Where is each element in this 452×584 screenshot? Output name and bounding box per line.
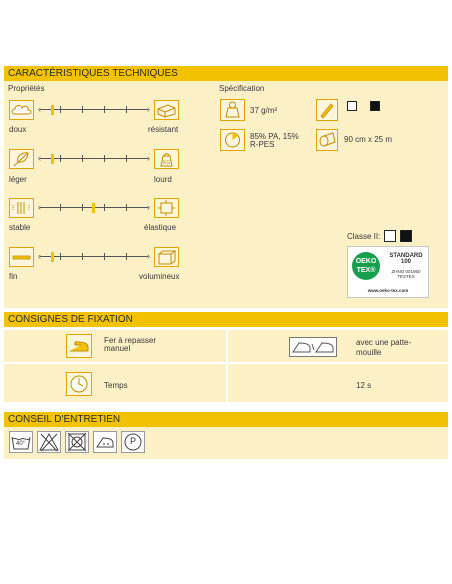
class-black-swatch [400, 230, 412, 242]
scale-weight-icon [220, 99, 245, 121]
stable-fabric-icon [9, 198, 34, 218]
wash-temp: 40° [16, 441, 26, 447]
fixation-section-title: CONSIGNES DE FIXATION [4, 312, 448, 327]
scale-stable-elastic: ‹ › [38, 202, 150, 212]
scale-4-right-label: volumineux [139, 272, 180, 281]
scale-1-left-label: doux [9, 125, 27, 134]
weight-icon [154, 149, 179, 169]
scale-2-right-label: lourd [154, 175, 172, 184]
class-label: Classe II: [347, 232, 381, 241]
svg-text:KG: KG [163, 160, 171, 166]
iron-label-1: Fer à repasser [104, 336, 157, 345]
row-separator [226, 364, 228, 402]
wash-40-icon [9, 431, 33, 453]
no-tumble-dry-icon [65, 431, 89, 453]
care-section-title: CONSEIL D'ENTRETIEN [4, 412, 448, 427]
dry-clean-letter: P [130, 436, 137, 446]
no-bleach-icon [37, 431, 61, 453]
composition-pie-icon [220, 129, 245, 151]
scale-3-right-label: élastique [144, 223, 177, 232]
roll-icon [316, 129, 338, 151]
iron-two-dots-icon [93, 431, 117, 453]
press-cloth-icon [289, 337, 337, 357]
oeko-standard: STANDARD [389, 253, 423, 259]
row-separator [226, 330, 228, 362]
feather-icon [9, 149, 34, 169]
scale-light-heavy: ‹ › [38, 153, 150, 163]
thin-layer-icon [9, 247, 34, 267]
iron-label-2: manuel [104, 344, 131, 353]
press-cloth-label-1: avec une patte- [356, 338, 412, 347]
color-black-swatch [370, 101, 380, 111]
oeko-url: www.oeko-tex.com [367, 288, 409, 293]
scale-4-left-label: fin [9, 272, 18, 281]
oeko-standard-num: 100 [400, 259, 411, 265]
scale-thin-voluminous: ‹ › [38, 251, 150, 261]
dry-clean-p-icon [121, 431, 145, 453]
scale-soft-resistant: ‹ › [38, 104, 150, 114]
clock-icon [66, 372, 92, 396]
oeko-tex-label [347, 246, 429, 298]
spec-weight: 37 g/m² [250, 106, 278, 115]
oeko-cert: ZHNO 001950 [391, 269, 421, 274]
specification-heading: Spécification [219, 84, 265, 93]
stretch-fabric-icon [154, 198, 179, 218]
scale-3-left-label: stable [9, 223, 31, 232]
spec-roll-size: 90 cm x 25 m [344, 135, 393, 144]
color-white-swatch [347, 101, 357, 111]
time-label: Temps [104, 381, 128, 390]
press-cloth-label-2: mouille [356, 348, 382, 357]
scale-1-right-label: résistant [148, 125, 179, 134]
oeko-institute: TESTEX [397, 274, 415, 279]
cloud-icon [9, 100, 34, 120]
volume-box-icon [154, 247, 179, 267]
spec-composition-2: R-PES [250, 140, 275, 149]
iron-icon [66, 334, 92, 358]
properties-heading: Propriétés [8, 84, 45, 93]
scale-2-left-label: léger [9, 175, 27, 184]
oeko-tex-logo: OEKO TEX® [352, 252, 380, 280]
time-value: 12 s [356, 381, 372, 390]
class-white-swatch [384, 230, 396, 242]
pencil-icon [316, 99, 338, 121]
spec-composition-1: 85% PA, 15% [250, 132, 299, 141]
brick-icon [154, 100, 179, 120]
tech-section-title: CARACTÉRISTIQUES TECHNIQUES [4, 66, 448, 81]
